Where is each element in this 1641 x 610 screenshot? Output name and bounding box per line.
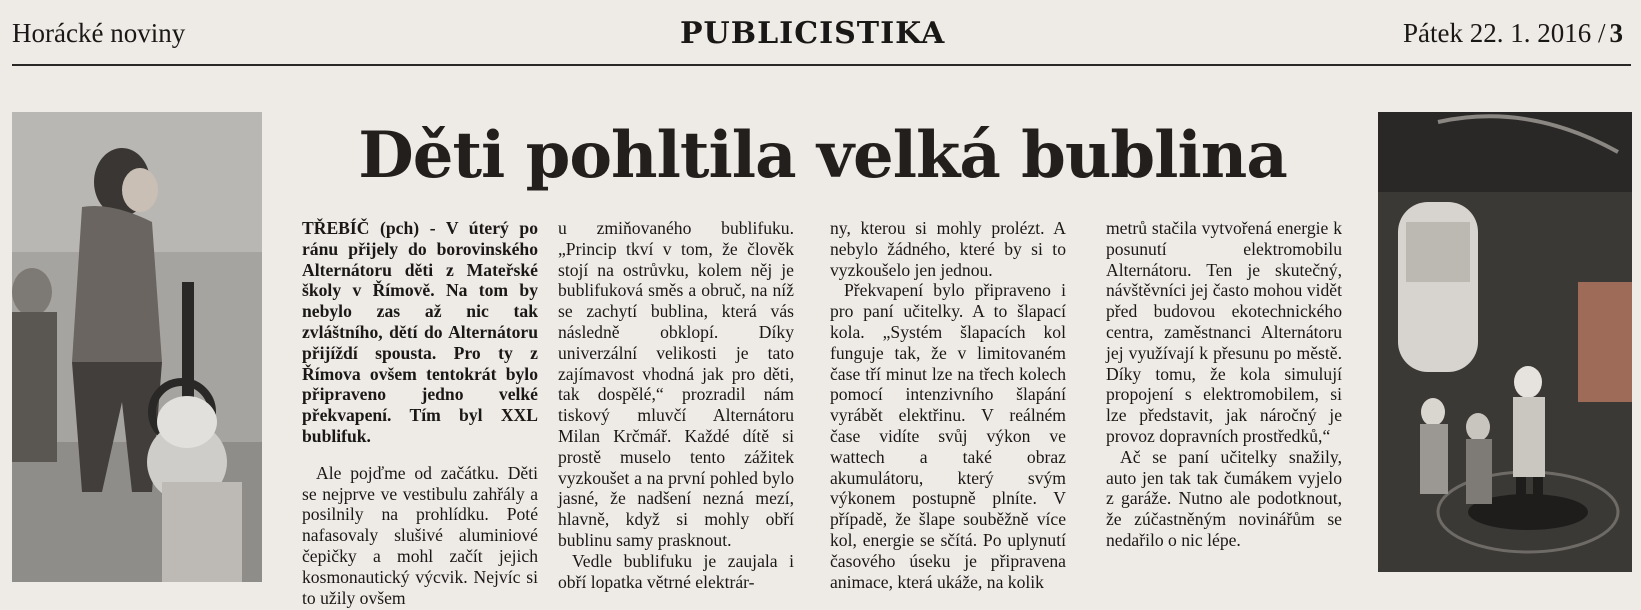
- article-column-1: [302, 218, 538, 608]
- article-paragraph: u zmiňovaného bublifuku. „Princip tkví v tom, že člověk stojí na ostrůvku, kolem něj je bublifuková směs a obruč, na níž se zachytí bublina, která vás následně obklopí. Díky univerzální velikosti je tato zajímavost vhodná jak pro děti, tak dospělé,“ prozradil nám tiskový mluvčí Alternátoru Milan Krčmář. Každé dítě si prostě muselo tento zážitek vyzkoušet a na první pohled bylo jasné, že nadšení nezná mezí, hlavně, když si mohly obří bublinu samy prasknout.: [558, 218, 794, 550]
- header-rule: [12, 64, 1631, 66]
- article-paragraph: Překvapení bylo připraveno i pro paní učitelky. A to šlapací kola. „Systém šlapacích kol funguje tak, že v limitovaném čase tří minut lze na třech kolech pomocí intenzivního šlapání vyrábět elektřinu. V reálném čase vidíte svůj výkon ve wattech a také obraz akumulátoru, který svým výkonem postupně plníte. V případě, že šlape souběžně více kol, energie se sčítá. Po uplynutí časového úseku je připravena animace, která ukáže, na kolik: [830, 280, 1066, 592]
- article-paragraph: ny, kterou si mohly prolézt. A nebylo žádného, které by si to vyzkoušelo jen jednou.: [830, 218, 1066, 280]
- photo-children-at-exhibit-image: [1378, 112, 1632, 572]
- article-paragraph: Ač se paní učitelky snažily, auto jen tak tak čumákem vyjelo z garáže. Nutno ale podotknout, že zúčastněným novinářům se nedařilo o nic lépe.: [1106, 446, 1342, 550]
- article-paragraph: Ale pojďme od začátku. Děti se nejprve ve vestibulu zahřály a posilnily na prohlídku. Poté nafasovaly slušivé aluminiové čepičky a mohl začít jejich kosmonautický výcvik. Nejvíc si to užily ovšem: [302, 462, 538, 608]
- article-column-4: [1106, 218, 1342, 551]
- article-headline: Děti pohltila velká bublina: [358, 118, 1287, 193]
- issue-date: [1403, 18, 1623, 49]
- page-header: [0, 0, 1641, 66]
- photo-children-at-exhibit: [1378, 112, 1632, 572]
- newspaper-name: Horácké noviny: [12, 18, 186, 48]
- article-paragraph: metrů stačila vytvořená energie k posunutí elektromobilu Alternátoru. Ten je skutečný, návštěvníci jej často mohou vidět před budovou ekotechnického centra, zaměstnanci Alternátoru jej využívají k přesunu po městě. Díky tomu, že kola simulují propojení s elektromobilem, si lze představit, jak náročný je provoz dopravních prostředků,“: [1106, 218, 1342, 446]
- article-column-2: [558, 218, 794, 592]
- section-title: PUBLICISTIKA: [680, 16, 946, 51]
- page-number: 3: [1609, 18, 1623, 48]
- article-column-3: [830, 218, 1066, 592]
- photo-child-on-bike: [12, 112, 262, 582]
- article-paragraph: Vedle bublifuku je zaujala i obří lopatka větrné elektrár-: [558, 550, 794, 592]
- article-lead: TŘEBÍČ (pch) - V úterý po ránu přijely do borovinského Alternátoru děti z Mateřské školy v Římově. Na tom by nebylo zas až nic tak zvláštního, dětí do Alternátoru přijíždí spousta. Pro ty z Římova ovšem tentokrát bylo připraveno jedno velké překvapení. Tím byl XXL bublifuk.: [302, 218, 538, 446]
- date-text: Pátek 22. 1. 2016 /: [1403, 18, 1606, 48]
- photo-child-on-bike-image: [12, 112, 262, 582]
